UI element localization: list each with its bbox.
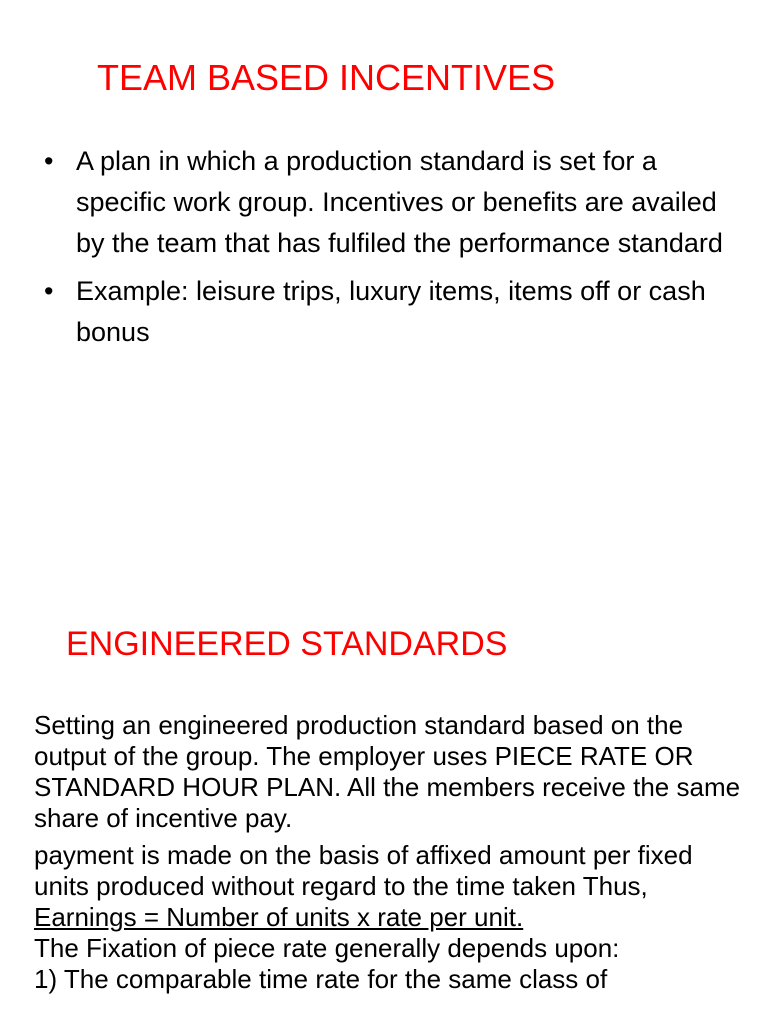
bullet-item-example — [40, 271, 730, 353]
earnings-formula: Earnings = Number of units x rate per unit. — [34, 902, 524, 932]
paragraph-engineered-standard: Setting an engineered production standard based on the output of the group. The employer uses PIECE RATE OR STANDARD HOUR PLAN. All the members receive the same share of incentive pay. — [34, 710, 741, 833]
bullet-dot-icon: • — [44, 146, 54, 176]
bullet-list — [40, 141, 730, 360]
bullet-text: A plan in which a production standard is set for a specific work group. Incentives or benefits are availed by the team that has fulfiled the performance standard — [76, 146, 723, 258]
engineered-standards-body — [34, 710, 754, 995]
list-item-comparable-time-rate: 1) The comparable time rate for the same class of — [34, 964, 608, 994]
fixation-line: The Fixation of piece rate generally depends upon: — [34, 933, 620, 963]
bullet-item-definition — [40, 141, 730, 264]
slide-title-team-based-incentives: TEAM BASED INCENTIVES — [97, 57, 556, 98]
bullet-dot-icon: • — [44, 276, 54, 306]
slide-title-engineered-standards: ENGINEERED STANDARDS — [66, 625, 508, 663]
bullet-text: Example: leisure trips, luxury items, items off or cash bonus — [76, 276, 706, 347]
paragraph-payment-basis: payment is made on the basis of affixed amount per fixed units produced without regard to the time taken Thus, — [34, 840, 693, 901]
